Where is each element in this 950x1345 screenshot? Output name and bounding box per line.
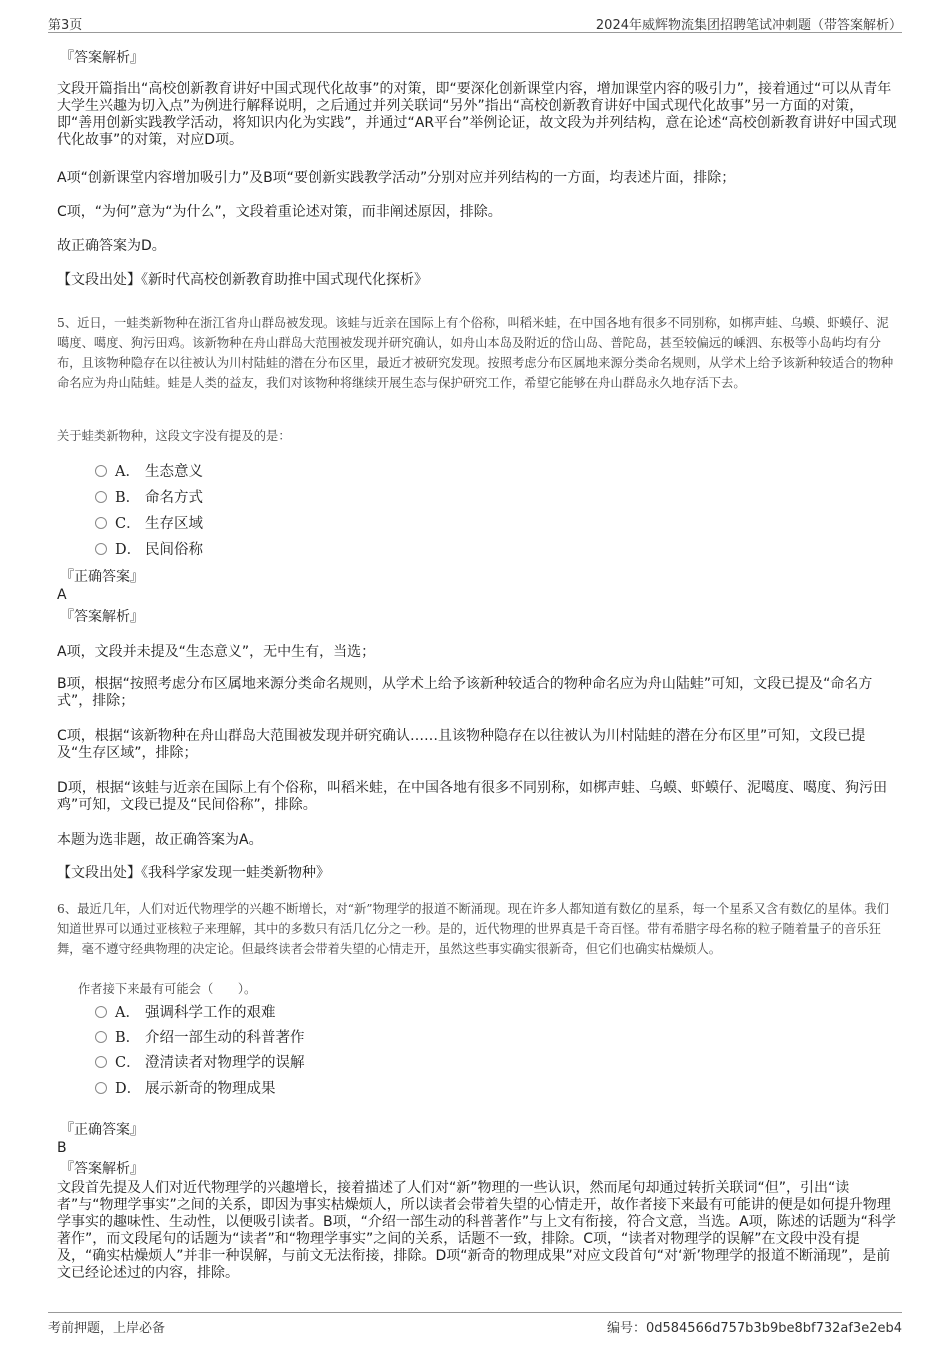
option-text: 命名方式 (145, 490, 203, 506)
page-footer (48, 1312, 902, 1335)
option-text: 介绍一部生动的科普著作 (145, 1030, 305, 1046)
q5-analysis-conclusion: 本题为选非题，故正确答案为A。 (57, 832, 263, 848)
q6-question: 作者接下来最有可能会（ ）。 (78, 982, 257, 996)
q5-answer: A (57, 587, 67, 603)
q6-analysis-label: 『答案解析』 (60, 1161, 144, 1177)
q5-source: 【文段出处】《我科学家发现一蛙类新物种》 (57, 865, 330, 881)
option-key: C． (115, 516, 141, 532)
q5-analysis-a: A项，文段并未提及“生态意义”，无中生有，当选； (57, 644, 376, 660)
option-text: 民间俗称 (145, 542, 203, 558)
serial-number: 0d584566d757b3b9be8bf732af3e2eb4 (645, 1321, 902, 1336)
q5-analysis-c: C项，根据“该新物种在舟山群岛大范围被发现并研究确认……且该物种隐存在以往被认为川村陆蛙的潜在分布区里”可知，文段已提及“生存区域”，排除； (57, 728, 866, 761)
q6-analysis: 文段首先提及人们对近代物理学的兴趣增长，接着描述了人们对“新”物理的一些认识，然而尾句却通过转折关联词“但”，引出“读者”与“物理学事实”之间的关系，即因为事实枯燥烦人，所以读者会带着失望的心情走开，故作者接下来最有可能讲的便是如何提升物理学事实的趣味性、生动性，以便吸引读者。B项，“介绍一部生动的科普著作”与上文有衔接，符合文意，当选。A项，陈述的话题为“科学著作”，而文段尾句的话题为“读者”和“物理学事实”之间的关系，话题不一致，排除。C项，“读者对物理学的误解”在文段中没有提及，“确实枯燥烦人”并非一种误解，与前文无法衔接，排除。D项“新奇的物理成果”对应文段首句“对‘新’物理学的报道不断涌现”，是前文已经论述过的内容，排除。 (57, 1180, 896, 1281)
radio-icon[interactable] (95, 465, 107, 477)
q6-answer-label: 『正确答案』 (60, 1122, 144, 1138)
q4-point-c: C项，“为何”意为“为什么”，文段着重论述对策，而非阐述原因，排除。 (57, 204, 502, 220)
footer-slogan: 考前押题，上岸必备 (48, 1321, 166, 1336)
q6-stem: 6、最近几年，人们对近代物理学的兴趣不断增长，对“新”物理学的报道不断涌现。现在许多人都知道有数亿的星系，每一个星系又含有数亿的星体。我们知道世界可以通过亚核粒子来理解，其中的多数只有活几亿分之一秒。是的，近代物理的世界真是千奇百怪。带有希腊字母名称的粒子随着量子的音乐狂舞，毫不遵守经典物理的决定论。但最终读者会带着失望的心情走开，虽然这些事实确实很新奇，但它们也确实枯燥烦人。 (57, 902, 889, 956)
q5-question: 关于蛙类新物种，这段文字没有提及的是： (57, 429, 291, 443)
q4-point-ab: A项“创新课堂内容增加吸引力”及B项“要创新实践教学活动”分别对应并列结构的一方面，均表述片面，排除； (57, 170, 736, 186)
option-key: A． (115, 1005, 140, 1021)
option-text: 生态意义 (145, 464, 203, 480)
q5-option-c[interactable] (95, 514, 203, 534)
q5-answer-label: 『正确答案』 (60, 569, 144, 585)
radio-icon[interactable] (95, 1006, 107, 1018)
serial-label: 编号： (606, 1321, 646, 1336)
q5-analysis-d: D项，根据“该蛙与近亲在国际上有个俗称，叫稻米蛙，在中国各地有很多不同别称，如梆声蛙、乌蟆、虾蟆仔、泥噶度、噶度、狗污田鸡”可知，文段已提及“民间俗称”，排除。 (57, 780, 888, 813)
option-key: B． (115, 1030, 141, 1046)
q5-option-a[interactable] (95, 462, 203, 482)
page-header (48, 14, 902, 33)
option-text: 澄清读者对物理学的误解 (145, 1055, 305, 1071)
q5-option-d[interactable] (95, 540, 203, 560)
q4-source: 【文段出处】《新时代高校创新教育助推中国式现代化探析》 (57, 272, 428, 288)
q6-option-a[interactable] (95, 1003, 276, 1023)
option-key: A． (115, 464, 140, 480)
radio-icon[interactable] (95, 517, 107, 529)
option-key: B． (115, 490, 141, 506)
option-text: 展示新奇的物理成果 (145, 1081, 276, 1097)
q5-analysis-b: B项，根据“按照考虑分布区属地来源分类命名规则，从学术上给予该新种较适合的物种命名应为舟山陆蛙”可知，文段已提及“命名方式”，排除； (57, 676, 873, 709)
option-key: D． (115, 542, 142, 558)
radio-icon[interactable] (95, 543, 107, 555)
option-text: 生存区域 (145, 516, 203, 532)
option-key: C． (115, 1055, 141, 1071)
page-number: 第3页 (48, 18, 83, 33)
option-text: 强调科学工作的艰难 (145, 1005, 276, 1021)
q6-answer: B (57, 1140, 67, 1156)
q6-option-c[interactable] (95, 1053, 305, 1073)
radio-icon[interactable] (95, 1082, 107, 1094)
radio-icon[interactable] (95, 1056, 107, 1068)
option-key: D． (115, 1081, 142, 1097)
document-title: 2024年威辉物流集团招聘笔试冲刺题（带答案解析） (595, 18, 902, 33)
radio-icon[interactable] (95, 491, 107, 503)
q5-stem: 5、近日，一蛙类新物种在浙江省舟山群岛被发现。该蛙与近亲在国际上有个俗称，叫稻米蛙，在中国各地有很多不同别称，如梆声蛙、乌蟆、虾蟆仔、泥噶度、噶度、狗污田鸡。该新物种在舟山群岛大范围被发现并研究确认，如舟山本岛及附近的岱山岛、普陀岛，甚至较偏远的嵊泗、东极等小岛屿均有分布，且该物种隐存在以往被认为川村陆蛙的潜在分布区里，最近才被研究发现。按照考虑分布区属地来源分类命名规则，从学术上给予该新种较适合的物种命名应为舟山陆蛙。蛙是人类的益友，我们对该物种将继续开展生态与保护研究工作，希望它能够在舟山群岛永久地存活下去。 (57, 316, 894, 390)
q4-analysis-label: 『答案解析』 (60, 50, 144, 66)
footer-serial (607, 1317, 902, 1336)
radio-icon[interactable] (95, 1031, 107, 1043)
q5-option-b[interactable] (95, 488, 203, 508)
q5-analysis-label: 『答案解析』 (60, 609, 144, 625)
q4-analysis-text: 文段开篇指出“高校创新教育讲好中国式现代化故事”的对策，即“要深化创新课堂内容，增加课堂内容的吸引力”，接着通过“可以从青年大学生兴趣为切入点”为例进行解释说明，之后通过并列关联词“另外”指出“高校创新教育讲好中国式现代化故事”另一方面的对策，即“善用创新实践教学活动，将知识内化为实践”，并通过“AR平台”举例论证，故文段为并列结构，意在论述“高校创新教育讲好中国式现代化故事”的对策，对应D项。 (57, 81, 897, 148)
q6-option-d[interactable] (95, 1079, 276, 1099)
q4-conclusion: 故正确答案为D。 (57, 238, 166, 254)
q6-option-b[interactable] (95, 1028, 305, 1048)
